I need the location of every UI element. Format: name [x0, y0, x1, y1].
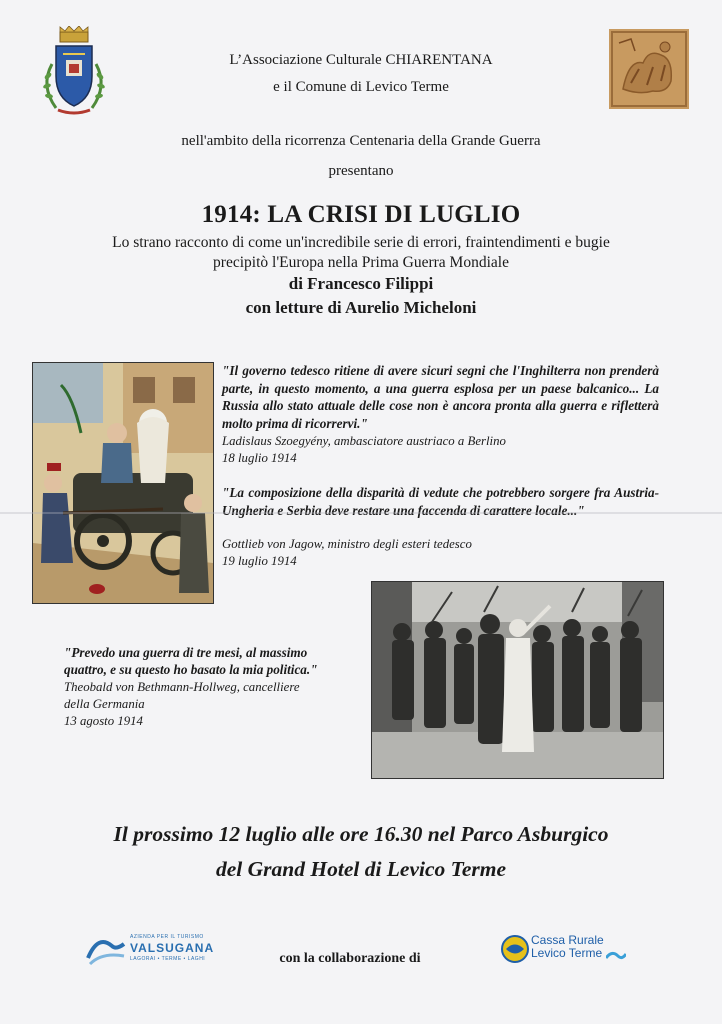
valsugana-places: LAGORAI • TERME • LAGHI: [130, 956, 206, 962]
quote-1-author: Ladislaus Szoegyény, ambasciatore austriaco a Berlino: [222, 434, 506, 448]
sarajevo-assassination-illustration: [32, 362, 214, 604]
quote-1-date: 18 luglio 1914: [222, 451, 297, 465]
marching-soldiers-photo: [371, 581, 664, 779]
quote-3-date: 13 agosto 1914: [64, 714, 143, 728]
valsugana-small-text: AZIENDA PER IL TURISMO: [130, 934, 204, 940]
bank-name-line-2: Levico Terme: [531, 946, 603, 960]
subtitle-line-2: precipitò l'Europa nella Prima Guerra Mondiale: [213, 254, 509, 271]
quote-3-text-line-1: "Prevedo una guerra di tre mesi, al massimo: [64, 645, 308, 660]
quote-2-text: "La composizione della disparità di vedute che potrebbero sorgere fra Austria-Ungheria e Serbia deve restare una faccenda di carattere locale...": [222, 485, 659, 518]
readings-line: con letture di Aurelio Micheloni: [245, 298, 477, 317]
quote-2-date: 19 luglio 1914: [222, 554, 297, 568]
quote-3-author-line-2: della Germania: [64, 697, 145, 711]
bank-wave-icon: [606, 950, 626, 962]
subtitle-line-1: Lo strano racconto di come un'incredibile serie di errori, fraintendimenti e bugie: [112, 234, 610, 251]
cassa-rurale-logo: [500, 932, 630, 966]
presentano-line: presentano: [328, 163, 394, 179]
valsugana-name: VALSUGANA: [130, 941, 215, 955]
quote-3-text-line-2: quattro, e su questo ho basato la mia politica.": [64, 662, 318, 677]
cassa-rurale-emblem-icon: [500, 934, 530, 964]
quote-3-author-line-1: Theobald von Bethmann-Hollweg, cancelliere: [64, 680, 300, 694]
paper-fold-line: [0, 512, 722, 514]
quote-1-text: "Il governo tedesco ritiene di avere sicuri segni che l'Inghilterra non prenderà parte, in questo momento, a una guerra esplosa per un paese balcanico... La Russia allo stato attuale delle cose non è ancora pronta alla guerra e rifletterà molto prima di ricorrervi.": [222, 363, 659, 431]
organizer-line-1: L’Associazione Culturale CHIARENTANA: [229, 52, 493, 68]
organizer-line-2: e il Comune di Levico Terme: [273, 79, 449, 95]
author-line: di Francesco Filippi: [288, 274, 434, 293]
bank-name-line-1: Cassa Rurale: [531, 933, 604, 947]
valsugana-wave-icon: [86, 930, 126, 970]
page-title: 1914: LA CRISI DI LUGLIO: [201, 201, 521, 228]
event-line-1: Il prossimo 12 luglio alle ore 16.30 nel Parco Asburgico: [113, 822, 609, 846]
event-line-2: del Grand Hotel di Levico Terme: [216, 857, 506, 881]
occasion-line: nell'ambito della ricorrenza Centenaria della Grande Guerra: [181, 133, 541, 149]
quote-2-author: Gottlieb von Jagow, ministro degli esteri tedesco: [222, 537, 472, 551]
valsugana-logo: [86, 930, 216, 970]
collaboration-text: con la collaborazione di: [279, 951, 421, 966]
